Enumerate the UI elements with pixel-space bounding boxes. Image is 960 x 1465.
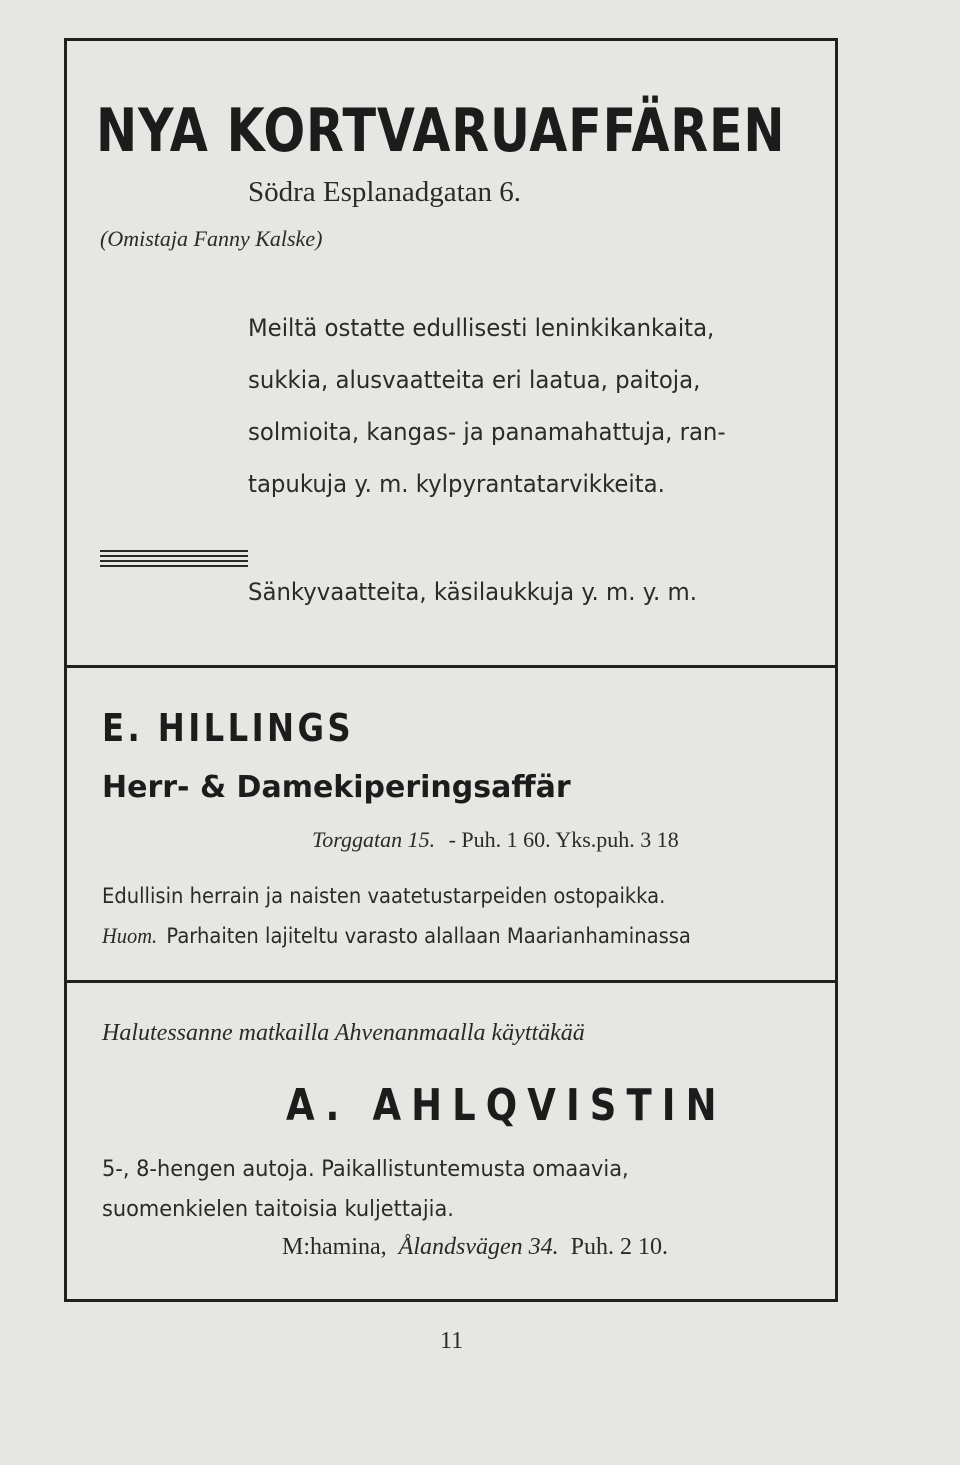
- ad2-subtitle: Herr- & Damekiperingsaffär: [102, 770, 571, 805]
- ad3-line1: 5-, 8-hengen autoja. Paikallistuntemusta omaavia,: [102, 1157, 629, 1182]
- section-divider: [64, 665, 838, 668]
- ad3-line2: suomenkielen taitoisia kuljettajia.: [102, 1197, 454, 1222]
- ad3-street: Ålandsvägen 34.: [398, 1234, 559, 1260]
- ad2-description: [102, 876, 691, 956]
- ad3-intro: Halutessanne matkailla Ahvenanmaalla käyttäkää: [102, 1020, 585, 1046]
- ad3-phone: Puh. 2 10.: [570, 1234, 668, 1260]
- ad1-description-line: sukkia, alusvaatteita eri laatua, paitoja,: [248, 366, 701, 394]
- ad3-description: [102, 1150, 629, 1230]
- ad2-phones: - Puh. 1 60. Yks.puh. 3 18: [448, 827, 679, 852]
- ad1-extra-line: Sänkyvaatteita, käsilaukkuja y. m. y. m.: [248, 578, 697, 606]
- ad1-shop-name: NYA KORTVARUAFFÄREN: [96, 96, 786, 166]
- ad2-line2-wrap: [102, 916, 691, 956]
- section-divider: [64, 980, 838, 983]
- ad2-line1: Edullisin herrain ja naisten vaatetustarpeiden ostopaikka.: [102, 884, 666, 908]
- ad2-line2: Parhaiten lajiteltu varasto alallaan Maarianhaminassa: [166, 924, 691, 948]
- ad2-street: Torggatan 15.: [312, 827, 436, 852]
- decorative-rule: [100, 560, 248, 562]
- decorative-rule: [100, 565, 248, 567]
- ad2-address: [312, 827, 679, 853]
- ad1-description-line: solmioita, kangas- ja panamahattuja, ran-: [248, 418, 726, 446]
- ad2-shop-name: E. HILLINGS: [102, 706, 355, 750]
- ad1-owner: (Omistaja Fanny Kalske): [100, 226, 323, 251]
- ad3-company-name: A. AHLQVISTIN: [286, 1080, 727, 1131]
- decorative-rule: [100, 550, 248, 552]
- ad1-address: Södra Esplanadgatan 6.: [248, 176, 522, 208]
- ad1-description-line: Meiltä ostatte edullisesti leninkikankaita,: [248, 314, 715, 342]
- decorative-rule: [100, 555, 248, 557]
- ad3-address: [282, 1234, 668, 1261]
- ad1-description: [248, 302, 780, 510]
- ad3-town: M:hamina,: [282, 1234, 387, 1260]
- ad2-note-label: Huom.: [102, 923, 158, 948]
- page-number: 11: [440, 1328, 464, 1354]
- ad1-description-line: tapukuja y. m. kylpyrantatarvikkeita.: [248, 470, 665, 498]
